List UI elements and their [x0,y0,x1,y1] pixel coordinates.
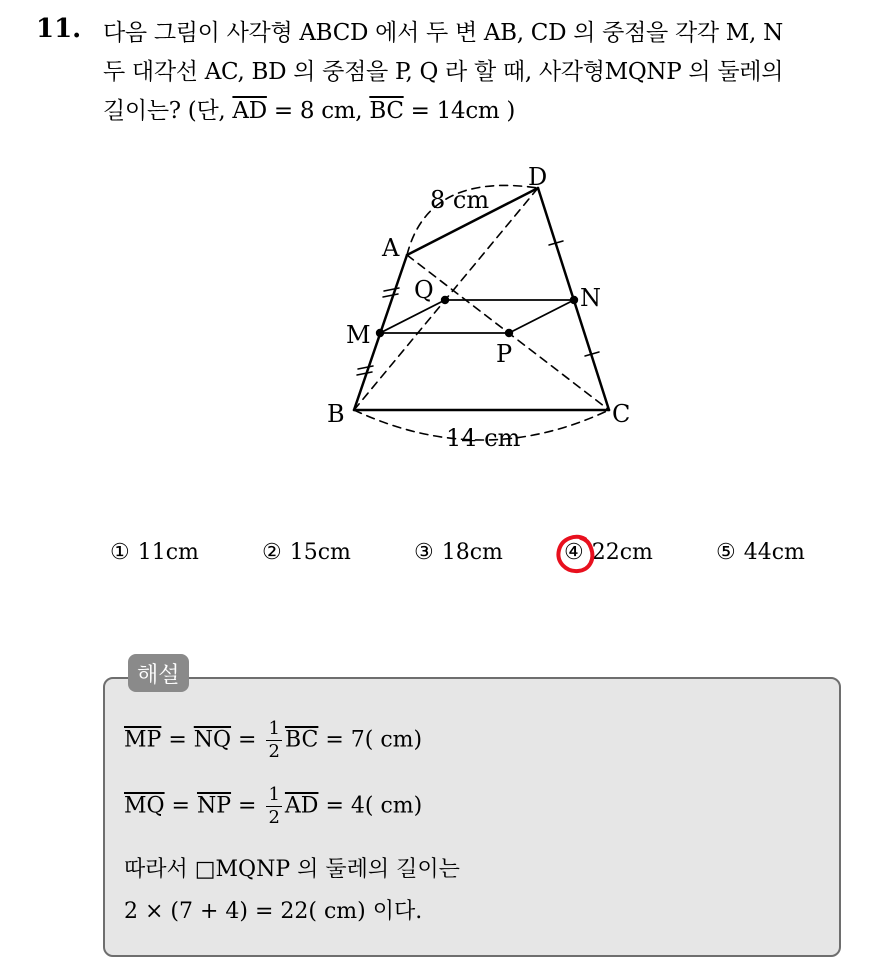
solution-line-2 [124,786,422,827]
choice-2-mark: ② [262,540,282,565]
point-n [570,296,578,304]
tick-mb-2 [357,372,372,375]
choice-4-mark: ④ [564,540,584,565]
choice-5[interactable] [716,540,805,565]
seg-bc: $\overline{BC}$ [284,727,319,753]
choice-1[interactable] [110,540,199,565]
fraction-1-denominator: 2 [268,741,280,762]
choice-2-text: 15cm [289,540,351,565]
choice-1-mark: ① [110,540,130,565]
seg-mp: $\overline{MP}$ [124,727,162,753]
choice-2[interactable] [262,540,351,565]
choice-5-text: 44cm [743,540,805,565]
question-text-line-3 [103,92,515,125]
label-d: D [528,163,548,191]
length-top-label: 8 cm [430,186,490,214]
question-condition-prefix: 길이는? (단, [103,98,233,124]
label-n: N [580,284,601,312]
segment-ad-value: = 8 cm, [266,98,370,124]
fraction-2-denominator: 2 [268,807,280,828]
length-bottom-label: 14 cm [446,424,521,452]
choice-1-text: 11cm [137,540,199,565]
result-1: = 7( cm) [318,727,423,753]
solution-line-3: 따라서 □MQNP 의 둘레의 길이는 [124,857,460,882]
segment-ad-label: $\overline{AD}$ [232,98,267,124]
choice-3-text: 18cm [441,540,503,565]
eq-1a: = [161,727,194,753]
label-p: P [496,340,513,368]
eq-1b: = [231,727,264,753]
fraction-2-numerator: 1 [268,784,280,805]
choice-5-mark: ⑤ [716,540,736,565]
fraction-1-numerator: 1 [268,718,280,739]
result-2: = 4( cm) [318,793,423,819]
segment-bc-label: $\overline{BC}$ [369,98,404,124]
fraction-half-1 [266,720,281,761]
seg-mq: $\overline{MQ}$ [124,793,165,819]
solution-line-1 [124,720,422,761]
seg-ad: $\overline{AD}$ [284,793,319,819]
question-number: 11. [36,14,82,44]
label-q: Q [414,276,434,304]
point-p [505,329,513,337]
solution-line-4: 2 × (7 + 4) = 22( cm) 이다. [124,899,423,924]
label-b: B [327,400,345,428]
label-c: C [612,400,631,428]
solution-tag: 해설 [128,654,189,692]
segment-np [509,300,574,333]
tick-mb-1 [358,366,373,369]
seg-nq: $\overline{NQ}$ [193,727,232,753]
choice-4-text: 22cm [591,540,653,565]
label-m: M [346,321,371,349]
point-q [441,296,449,304]
point-m [376,329,384,337]
fraction-half-2 [266,786,281,827]
choice-3-mark: ③ [414,540,434,565]
segment-bc-value: = 14cm ) [403,98,516,124]
quadrilateral-figure [310,150,650,460]
eq-2b: = [231,793,264,819]
tick-am-2 [383,294,398,297]
seg-np: $\overline{NP}$ [196,793,232,819]
question-text-line-2: 두 대각선 AC, BD 의 중점을 P, Q 라 할 때, 사각형MQNP 의 둘레의 [103,59,784,85]
label-a: A [382,234,400,262]
tick-am-1 [384,288,399,291]
eq-2a: = [164,793,197,819]
selected-answer-circle-icon [554,532,598,576]
choice-3[interactable] [414,540,503,565]
question-text-line-1: 다음 그림이 사각형 ABCD 에서 두 변 AB, CD 의 중점을 각각 M, N [103,20,783,46]
